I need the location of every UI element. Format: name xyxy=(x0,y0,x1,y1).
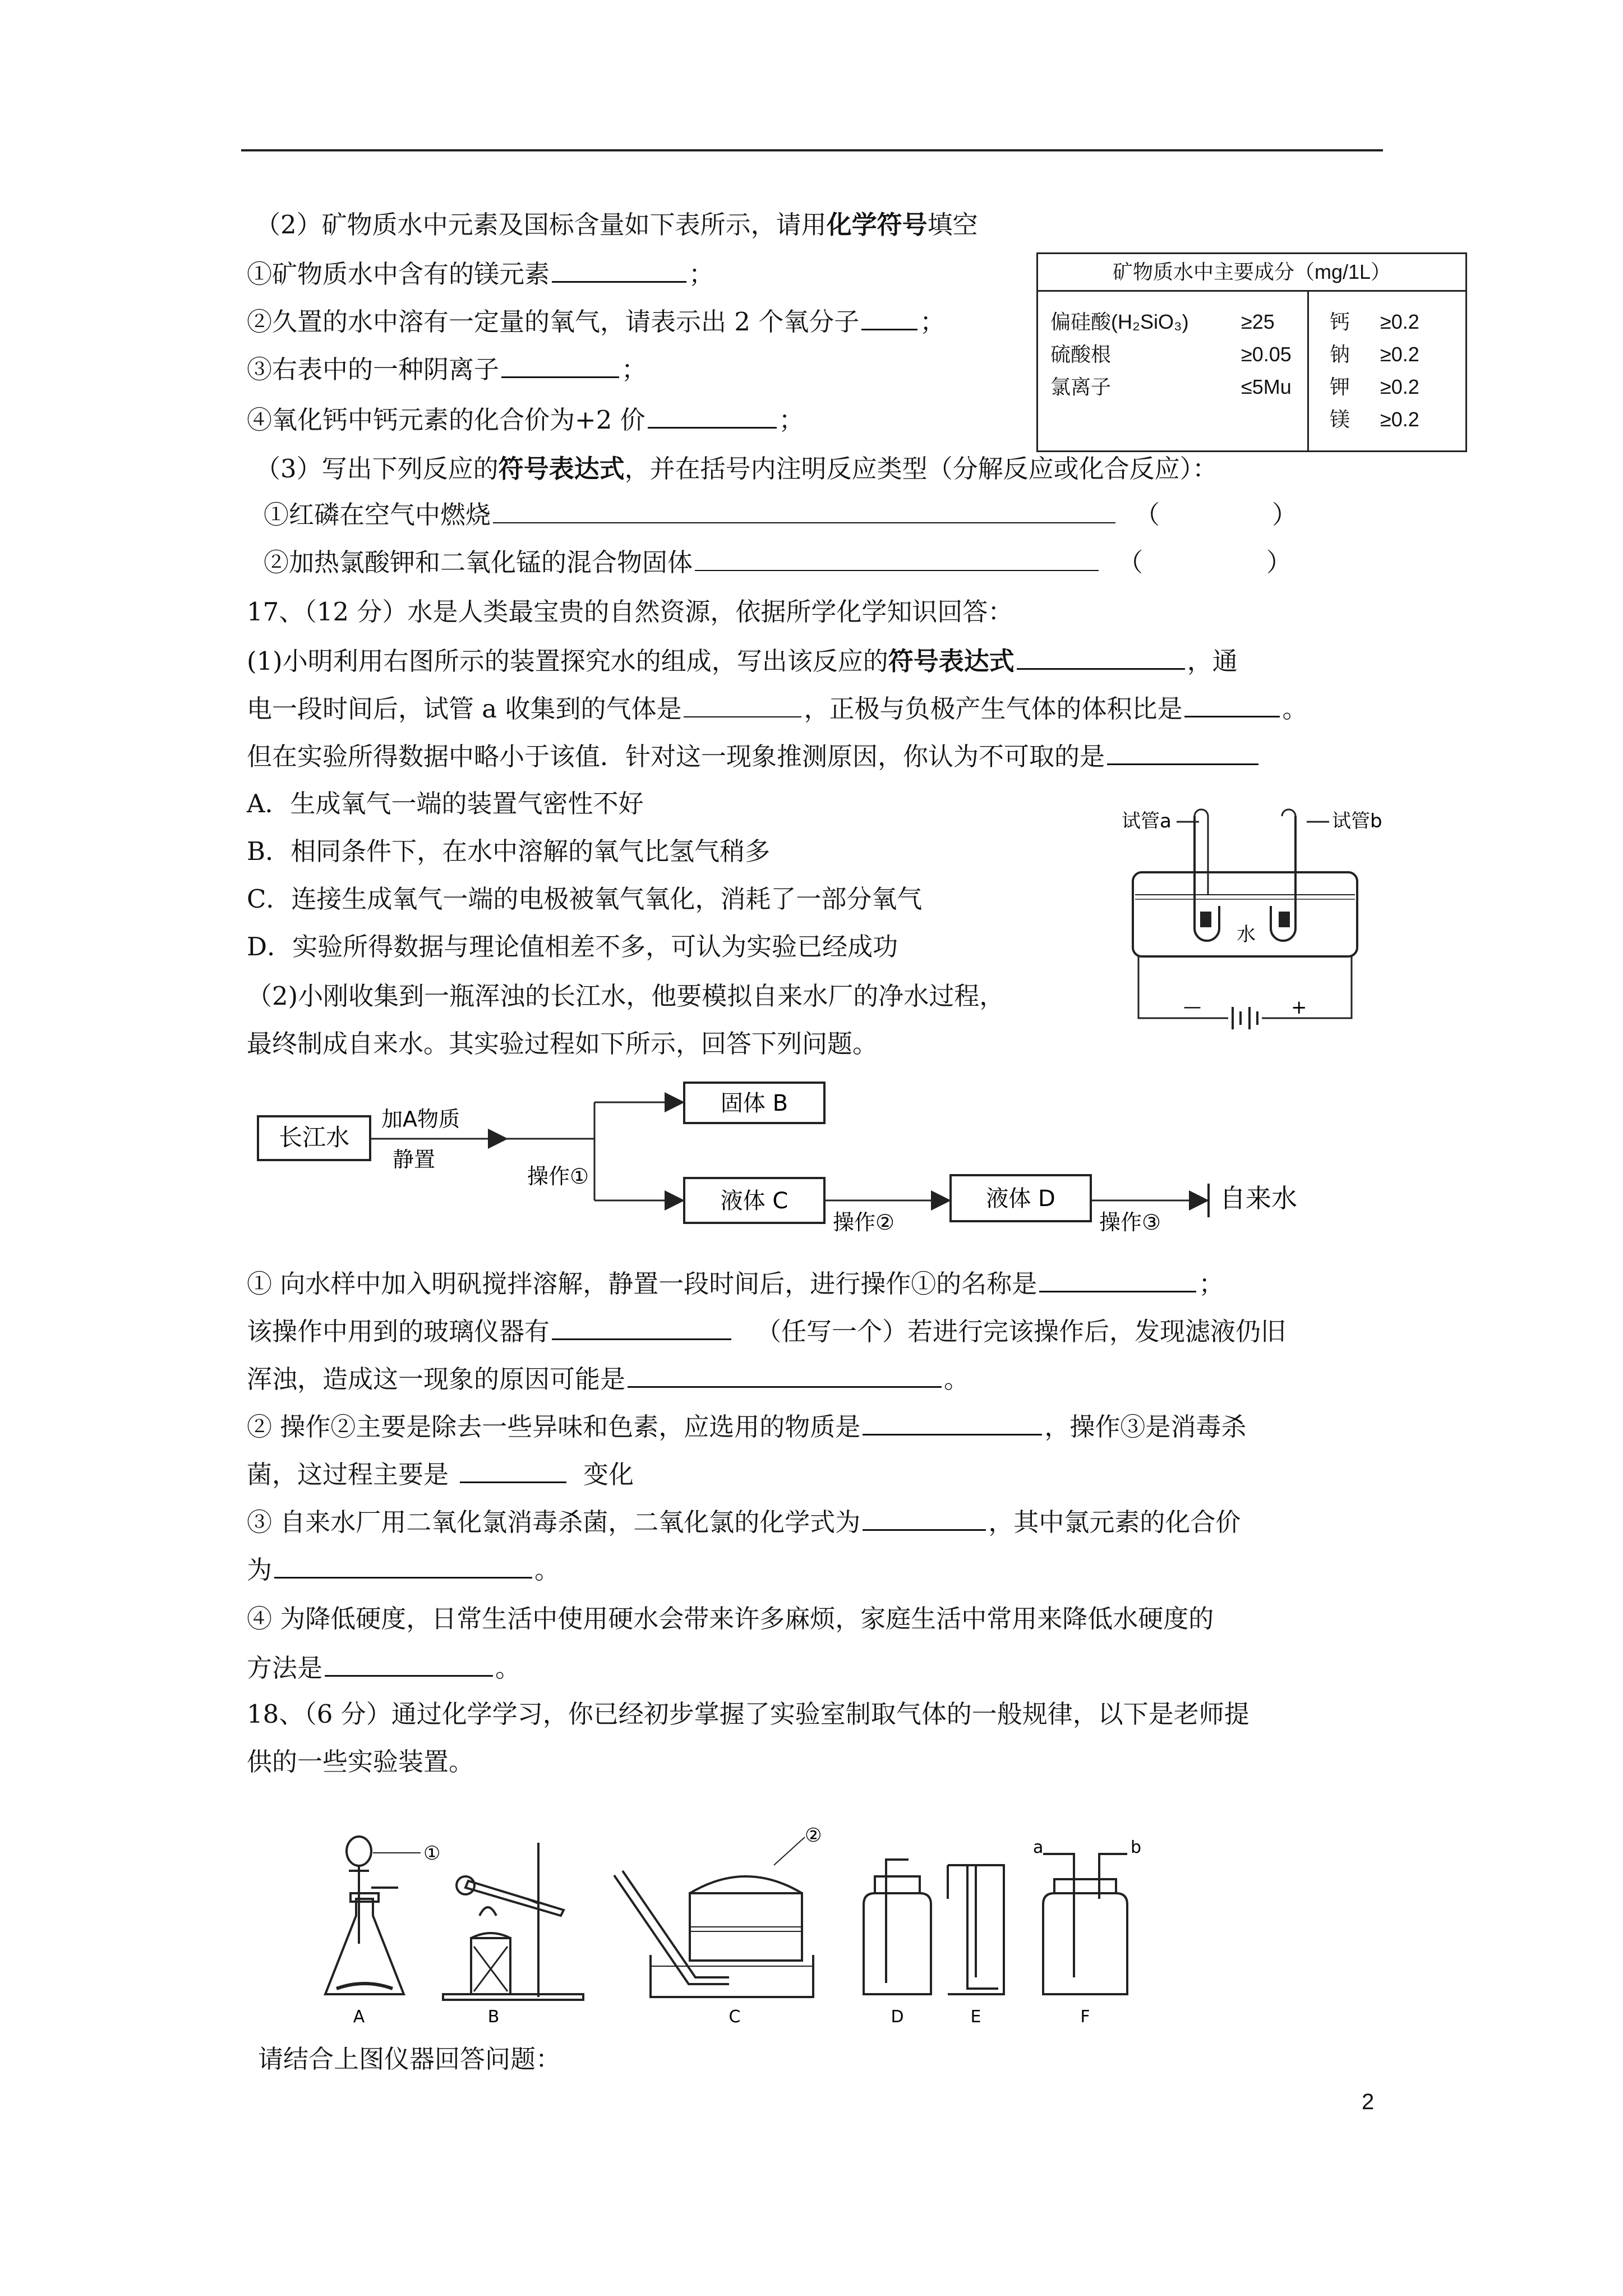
q16-part3-intro xyxy=(255,452,1422,486)
mineral-row-name: 氯离子 xyxy=(1050,375,1112,398)
q17-p1-bold: 符号表达式 xyxy=(888,646,1015,676)
mineral-row-name: 钠 xyxy=(1330,343,1350,366)
q16-item3-blank[interactable] xyxy=(501,351,619,378)
q16-intro-text-end: 填空 xyxy=(927,210,978,240)
mineral-row-name: 钙 xyxy=(1330,310,1350,333)
q16-p3-text: （3）写出下列反应的 xyxy=(255,454,499,484)
q17-option-a: A．生成氧气一端的装置气密性不好 xyxy=(247,789,644,818)
mineral-row-value: ≥0.2 xyxy=(1380,310,1419,333)
mark-2: ② xyxy=(805,1824,822,1847)
q17-op1-name-blank[interactable] xyxy=(1039,1265,1196,1292)
q16-p3-text-end: ，并在括号内注明反应类型（分解反应或化合反应）： xyxy=(624,454,1218,484)
electrolysis-apparatus-figure xyxy=(1116,794,1382,1041)
q17-s3-cont: ，其中氯元素的化合价 xyxy=(988,1507,1241,1537)
q17-p1-gas-text: 电一段时间后，试管 a 收集到的气体是 xyxy=(247,694,682,724)
q16-item3-end: ； xyxy=(621,355,647,384)
apparatus-c-trough xyxy=(614,1837,813,1997)
q17-equation-blank[interactable] xyxy=(1017,642,1185,670)
q17-part2-line1: （2)小刚收集到一瓶浑浊的长江水，他要模拟自来水厂的净水过程， xyxy=(247,981,1005,1011)
paren-open: （ xyxy=(1135,500,1160,530)
mineral-row-value: ≥25 xyxy=(1241,310,1275,333)
q17-formula-blank[interactable] xyxy=(863,1503,986,1531)
q17-part1-line3 xyxy=(247,738,1413,774)
q17-glassware-blank[interactable] xyxy=(552,1313,731,1340)
lab-apparatus-figure xyxy=(303,1824,1273,2027)
q17-p1-text-end: ，通 xyxy=(1187,646,1238,676)
q17-option-c: C．连接生成氧气一端的电极被氧气氧化，消耗了一部分氧气 xyxy=(247,884,923,914)
positive-terminal: + xyxy=(1291,996,1307,1019)
negative-terminal: — xyxy=(1183,996,1201,1017)
q17-option-b: B．相同条件下，在水中溶解的氧气比氢气稍多 xyxy=(247,836,771,866)
mineral-row-value: ≤5Mu xyxy=(1241,375,1292,398)
q17-s3-valence-text: 为 xyxy=(247,1555,273,1585)
flow-arrow-1-top: 加A物质 xyxy=(381,1107,460,1131)
q17-p1-period: 。 xyxy=(1282,694,1308,724)
q16-item1-blank[interactable] xyxy=(552,255,686,283)
q16-reaction2-blank[interactable] xyxy=(695,544,1099,571)
q16-item4-blank[interactable] xyxy=(648,401,777,429)
q17-change-type-blank[interactable] xyxy=(460,1456,566,1483)
paren-close: ） xyxy=(1266,547,1292,577)
q17-part2-line2: 最终制成自来水。其实验过程如下所示，回答下列问题。 xyxy=(247,1029,878,1059)
apparatus-e-bottle xyxy=(948,1865,1004,1994)
q16-item2-text: ②久置的水中溶有一定量的氧气，请表示出 2 个氧分子 xyxy=(247,307,860,337)
q18-heading-line2: 供的一些实验装置。 xyxy=(247,1747,474,1777)
apparatus-a-flask xyxy=(325,1837,404,1994)
q17-s4-period: 。 xyxy=(495,1653,521,1683)
flow-node-liquid-c-label: 液体 C xyxy=(720,1188,789,1214)
q17-s1-end: ； xyxy=(1198,1269,1224,1299)
mineral-row-name: 钾 xyxy=(1330,375,1350,398)
q17-s2-text: ② 操作②主要是除去一些异味和色素，应选用的物质是 xyxy=(247,1412,861,1442)
q16-reaction1 xyxy=(264,496,1430,532)
mineral-row-name: 镁 xyxy=(1330,408,1350,431)
q17-heading: 17、（12 分）水是人类最宝贵的自然资源，依据所学化学知识回答： xyxy=(247,597,1013,627)
q17-s3-period: 。 xyxy=(534,1555,560,1585)
water-label: 水 xyxy=(1237,923,1256,946)
q17-s1-glass-text: 该操作中用到的玻璃仪器有 xyxy=(247,1317,550,1346)
q17-choice-blank[interactable] xyxy=(1107,738,1258,765)
q17-option-d: D．实验所得数据与理论值相差不多，可认为实验已经成功 xyxy=(247,932,898,961)
electrode-a xyxy=(1200,912,1211,927)
flow-op2-label: 操作② xyxy=(833,1210,895,1235)
q17-sub2-line2 xyxy=(247,1456,1413,1492)
q17-method-blank[interactable] xyxy=(325,1649,493,1677)
mineral-table xyxy=(1036,252,1467,452)
flow-op1-label: 操作① xyxy=(527,1164,589,1189)
water-treatment-flowchart xyxy=(247,1083,1363,1251)
q18-heading-line1: 18、（6 分）通过化学学习，你已经初步掌握了实验室制取气体的一般规律，以下是老师提 xyxy=(247,1699,1249,1729)
page-number: 2 xyxy=(1362,2090,1375,2114)
flow-arrow-1-bottom: 静置 xyxy=(393,1147,436,1172)
q16-p3-bold: 符号表达式 xyxy=(498,454,625,484)
apparatus-label: C xyxy=(728,2007,741,2027)
q16-item1-end: ； xyxy=(689,259,714,289)
q17-p1-question: 但在实验所得数据中略小于该值．针对这一现象推测原因，你认为不可取的是 xyxy=(247,742,1105,771)
flow-op3-label: 操作③ xyxy=(1099,1210,1161,1235)
q17-ratio-blank[interactable] xyxy=(1184,690,1280,717)
q18-instruction: 请结合上图仪器回答问题： xyxy=(258,2044,561,2074)
q17-sub4-line2 xyxy=(247,1649,1413,1686)
apparatus-label: A xyxy=(353,2007,365,2027)
mineral-table-divider xyxy=(1307,290,1309,450)
apparatus-f-bottle xyxy=(1043,1854,1127,1994)
q17-sub1-line3 xyxy=(247,1360,1413,1397)
q17-s1-cont: （任写一个）若进行完该操作后，发现滤液仍旧 xyxy=(756,1317,1287,1346)
mineral-row-name: 偏硅酸(H₂SiO₃) xyxy=(1050,310,1189,333)
q17-sub2-line1 xyxy=(247,1408,1413,1444)
q17-sub4-line1: ④ 为降低硬度，日常生活中使用硬水会带来许多麻烦，家庭生活中常用来降低水硬度的 xyxy=(247,1604,1214,1634)
flow-node-start-label: 长江水 xyxy=(278,1124,350,1151)
apparatus-d-bottle xyxy=(864,1860,931,1994)
electrode-b xyxy=(1279,912,1290,927)
q16-intro-text: （2）矿物质水中元素及国标含量如下表所示，请用 xyxy=(255,210,827,240)
q17-s2-change-text: 菌，这过程主要是 xyxy=(247,1460,449,1489)
q16-reaction2-text: ②加热氯酸钾和二氧化锰的混合物固体 xyxy=(264,547,693,577)
q16-item4-text: ④氧化钙中钙元素的化合价为+2 价 xyxy=(247,405,645,435)
q16-reaction1-blank[interactable] xyxy=(493,496,1115,523)
q17-sub1-line2 xyxy=(247,1313,1413,1349)
q17-s2-cont: ，操作③是消毒杀 xyxy=(1044,1412,1247,1442)
mark-1: ① xyxy=(423,1842,441,1865)
q17-s1-text: ① 向水样中加入明矾搅拌溶解，静置一段时间后，进行操作①的名称是 xyxy=(247,1269,1038,1299)
q17-part1-line2 xyxy=(247,690,1413,726)
apparatus-label: E xyxy=(970,2007,981,2027)
port-b-label: b xyxy=(1131,1838,1142,1857)
q16-item2-blank[interactable] xyxy=(861,303,917,330)
q17-s1-period: 。 xyxy=(944,1364,970,1394)
mineral-row-name: 硫酸根 xyxy=(1050,343,1112,366)
mineral-row-value: ≥0.2 xyxy=(1380,343,1419,366)
q17-valence-blank[interactable] xyxy=(274,1551,532,1579)
flow-end-label: 自来水 xyxy=(1220,1183,1297,1213)
tube-b-label: 试管b xyxy=(1332,810,1382,832)
q16-reaction2 xyxy=(264,544,1430,580)
q17-sub3-line2 xyxy=(247,1551,1413,1588)
mineral-row-value: ≥0.2 xyxy=(1380,375,1419,398)
q16-intro-bold: 化学符号 xyxy=(826,210,928,240)
port-a-label: a xyxy=(1033,1838,1044,1857)
mineral-table-title: 矿物质水中主要成分（mg/1L） xyxy=(1038,254,1465,292)
tube-a-label: 试管a xyxy=(1122,810,1172,832)
q17-sub1-line1 xyxy=(247,1265,1413,1301)
q17-substance-blank[interactable] xyxy=(863,1408,1042,1435)
paren-close: ） xyxy=(1272,500,1298,530)
apparatus-label: B xyxy=(487,2007,500,2027)
apparatus-label: D xyxy=(891,2007,904,2027)
apparatus-label: F xyxy=(1080,2007,1090,2027)
flow-node-liquid-d-label: 液体 D xyxy=(986,1186,1055,1212)
q17-s2-end: 变化 xyxy=(583,1460,634,1489)
apparatus-b-heating xyxy=(443,1843,583,2000)
q17-part1-line1 xyxy=(247,642,1413,679)
q16-item4-end: ； xyxy=(778,405,804,435)
q17-sub3-line1 xyxy=(247,1503,1413,1540)
q17-s3-text: ③ 自来水厂用二氧化氯消毒杀菌，二氧化氯的化学式为 xyxy=(247,1507,861,1537)
q17-reason-blank[interactable] xyxy=(628,1360,942,1388)
q17-s4-method-text: 方法是 xyxy=(247,1653,323,1683)
q16-reaction1-text: ①红磷在空气中燃烧 xyxy=(264,500,491,530)
flow-node-solid-b-label: 固体 B xyxy=(720,1091,789,1116)
q16-item3-text: ③右表中的一种阴离子 xyxy=(247,355,500,384)
q16-part2-intro xyxy=(255,208,1422,242)
header-rule xyxy=(241,149,1383,151)
mineral-row-value: ≥0.05 xyxy=(1241,343,1292,366)
q16-item1-text: ①矿物质水中含有的镁元素 xyxy=(247,259,550,289)
q17-gas-blank[interactable] xyxy=(684,691,801,717)
q17-p1-text: (1)小明利用右图所示的装置探究水的组成，写出该反应的 xyxy=(247,646,888,676)
q17-p1-ratio-text: ，正极与负极产生气体的体积比是 xyxy=(804,694,1183,724)
paren-open: （ xyxy=(1118,547,1144,577)
q16-item2-end: ； xyxy=(920,307,946,337)
q17-s1-reason-text: 浑浊，造成这一现象的原因可能是 xyxy=(247,1364,626,1394)
mineral-row-value: ≥0.2 xyxy=(1380,408,1419,431)
